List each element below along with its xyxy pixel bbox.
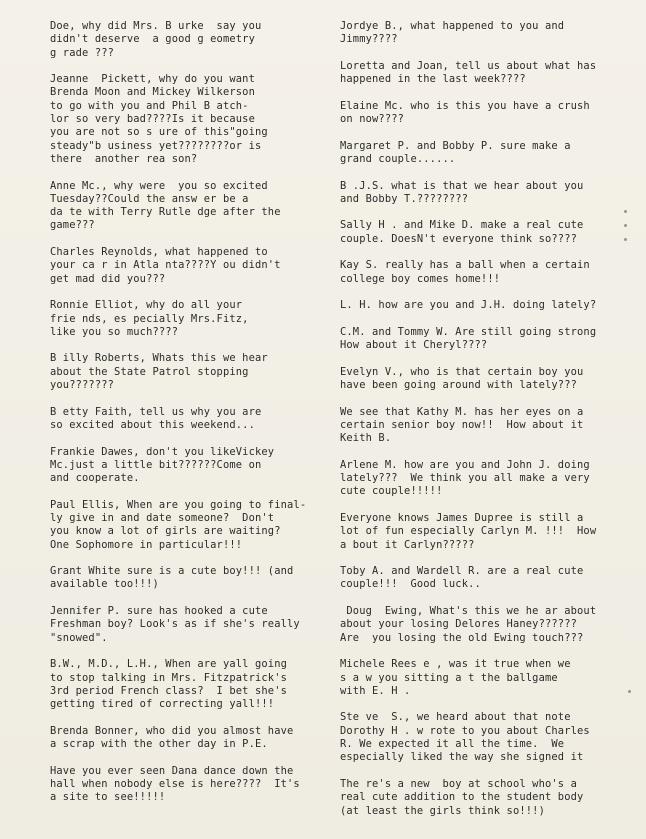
gossip-item: Doe, why did Mrs. B urke say you didn't deserve a good g eometry g rade ??? [50,20,262,59]
gossip-item: B .J.S. what is that we hear about you and Bobby T.???????? [340,179,584,205]
gossip-item: Brenda Bonner, who did you almost have a scrap with the other day in P.E. [50,724,294,751]
paper-speck [624,238,627,241]
gossip-item: Ste ve S., we heard about that note Dorothy H . w rote to you about Charles R. We expected it all the time. We especially liked the way she signed it [340,711,590,764]
gossip-item: Jordye B., what happened to you and Jimmy???? [340,20,565,46]
gossip-item: Arlene M. how are you and John J. doing lately??? We think you all make a very cute couple!!!!! [340,458,590,498]
gossip-item: B illy Roberts, Whats this we hear about the State Patrol stopping you??????? [50,352,268,392]
gossip-item: Jennifer P. sure has hooked a cute Freshman boy? Look's as if she's really "snowed". [50,605,300,644]
gossip-item: We see that Kathy M. has her eyes on a certain senior boy now!! How about it Keith B. [340,405,584,445]
right-column [340,20,615,831]
gossip-item: B.W., M.D., L.H., When are yall going to stop talking in Mrs. Fitzpatrick's 3rd period French class? I bet she's getting tired of correcting yall!!! [50,658,288,711]
gossip-item: Ronnie Elliot, why do all your frie nds, es pecially Mrs.Fitz, like you so much???? [50,299,249,338]
gossip-item: Anne Mc., why were you so excited Tuesday??Could the answ er be a da te with Terry Rutle dge after the game??? [50,179,281,232]
gossip-item: Sally H . and Mike D. make a real cute couple. DoesN't everyone think so???? [340,219,584,245]
gossip-item: Paul Ellis, When are you going to final- ly give in and date someone? Don't you know a lot of girls are waiting? One Sophomore in particular!!! [50,498,307,551]
left-column [50,20,330,818]
gossip-item: Grant White sure is a cute boy!!! (and available too!!!) [50,565,294,591]
gossip-item: The re's a new boy at school who's a real cute addition to the student body (at least the girls think so!!!) [340,777,584,817]
gossip-item: Jeanne Pickett, why do you want Brenda Moon and Mickey Wilkerson to go with you and Phil B atch- lor so very bad????Is it because you are not so s ure of this"going steady"b usiness yet????????or is there another rea son? [50,73,268,165]
gossip-item: L. H. how are you and J.H. doing lately? [340,299,597,312]
gossip-item: Kay S. really has a ball when a certain college boy comes home!!! [340,259,590,285]
paper-speck [624,224,627,227]
gossip-item: Have you ever seen Dana dance down the hall when nobody else is here???? It's a site to see!!!!! [50,764,300,804]
gossip-item: Frankie Dawes, don't you likeVickey Mc.just a little bit??????Come on and cooperate. [50,445,275,485]
gossip-item: C.M. and Tommy W. Are still going strong How about it Cheryl???? [340,325,597,352]
gossip-item: Margaret P. and Bobby P. sure make a grand couple...... [340,139,571,165]
gossip-item: Charles Reynolds, what happened to your ca r in Atla nta????Y ou didn't get mad did you??? [50,246,281,285]
gossip-item: Elaine Mc. who is this you have a crush on now???? [340,99,590,126]
gossip-item: Evelyn V., who is that certain boy you have been going around with lately??? [340,365,584,392]
gossip-item: B etty Faith, tell us why you are so excited about this weekend... [50,405,262,431]
paper-speck [628,690,631,693]
gossip-item: Everyone knows James Dupree is still a lot of fun especially Carlyn M. !!! How a bout it Carlyn????? [340,511,597,551]
gossip-item: Michele Rees e , was it true when we s a w you sitting a t the ballgame with E. H . [340,658,571,697]
gossip-item: Toby A. and Wardell R. are a real cute couple!!! Good luck.. [340,565,584,591]
paper-speck [624,210,627,213]
gossip-item: Loretta and Joan, tell us about what has happened in the last week???? [340,59,597,86]
gossip-item: Doug Ewing, What's this we he ar about about your losing Delores Haney?????? Are you losing the old Ewing touch??? [340,605,597,644]
